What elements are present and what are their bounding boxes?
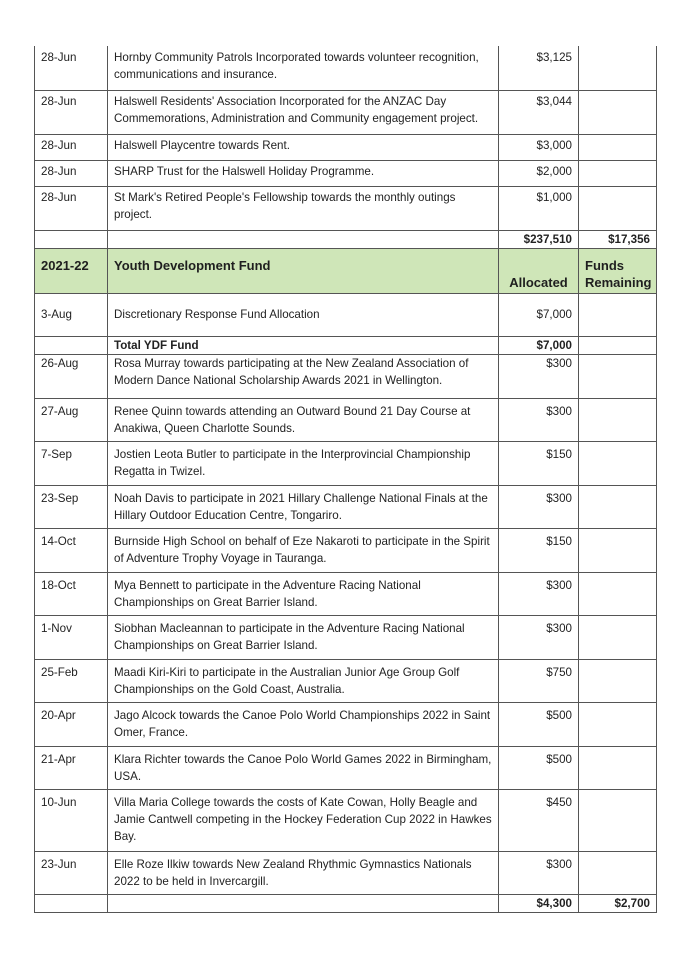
section-header-row	[35, 248, 657, 293]
date-cell: 20-Apr	[35, 702, 108, 746]
table-row	[35, 134, 657, 160]
description-cell: Mya Bennett to participate in the Adventure Racing National Championships on Great Barrier Island.	[108, 572, 499, 615]
allocated-cell: $500	[499, 746, 579, 789]
date-cell: 28-Jun	[35, 90, 108, 134]
allocated-cell: $150	[499, 528, 579, 572]
date-cell: 28-Jun	[35, 46, 108, 90]
remaining-cell	[579, 90, 657, 134]
description-cell: Renee Quinn towards attending an Outward Bound 21 Day Course at Anakiwa, Queen Charlotte Sounds.	[108, 398, 499, 441]
table-row	[35, 354, 657, 398]
total-remaining: $17,356	[579, 230, 657, 248]
table-row	[35, 702, 657, 746]
table-row	[35, 160, 657, 186]
table-row	[35, 186, 657, 230]
description-cell: Elle Roze Ilkiw towards New Zealand Rhythmic Gymnastics Nationals 2022 to be held in Invercargill.	[108, 851, 499, 894]
ydf-total-label: Total YDF Fund	[108, 336, 499, 354]
allocated-cell: $3,044	[499, 90, 579, 134]
description-cell: Hornby Community Patrols Incorporated towards volunteer recognition, communications and insurance.	[108, 46, 499, 90]
ydf-total-allocated: $7,000	[499, 336, 579, 354]
description-cell: Halswell Playcentre towards Rent.	[108, 134, 499, 160]
allocated-cell: $150	[499, 441, 579, 485]
remaining-cell	[579, 186, 657, 230]
allocated-cell: $750	[499, 659, 579, 702]
table-row	[35, 851, 657, 894]
allocated-cell: $7,000	[499, 293, 579, 336]
funding-table	[34, 46, 657, 913]
date-cell: 3-Aug	[35, 293, 108, 336]
allocated-cell: $2,000	[499, 160, 579, 186]
table-row	[35, 46, 657, 90]
table-row	[35, 528, 657, 572]
table-row	[35, 789, 657, 851]
date-cell: 7-Sep	[35, 441, 108, 485]
allocated-cell: $300	[499, 398, 579, 441]
total-remaining: $2,700	[579, 894, 657, 912]
description-cell: Klara Richter towards the Canoe Polo World Games 2022 in Birmingham, USA.	[108, 746, 499, 789]
date-cell: 23-Sep	[35, 485, 108, 528]
date-cell: 27-Aug	[35, 398, 108, 441]
allocated-cell: $300	[499, 851, 579, 894]
date-cell: 25-Feb	[35, 659, 108, 702]
ydf-total-row	[35, 336, 657, 354]
allocated-heading: Allocated	[499, 248, 579, 293]
description-cell: Burnside High School on behalf of Eze Nakaroti to participate in the Spirit of Adventure Trophy Voyage in Tauranga.	[108, 528, 499, 572]
total-allocated: $237,510	[499, 230, 579, 248]
date-cell: 28-Jun	[35, 134, 108, 160]
total-row	[35, 230, 657, 248]
description-cell: St Mark's Retired People's Fellowship towards the monthly outings project.	[108, 186, 499, 230]
allocated-cell: $300	[499, 615, 579, 659]
date-cell: 26-Aug	[35, 354, 108, 398]
total-row	[35, 894, 657, 912]
year-heading: 2021-22	[35, 248, 108, 293]
allocated-cell: $300	[499, 354, 579, 398]
table-row	[35, 485, 657, 528]
table-row	[35, 293, 657, 336]
allocated-cell: $1,000	[499, 186, 579, 230]
table-row	[35, 659, 657, 702]
date-cell: 23-Jun	[35, 851, 108, 894]
date-cell: 28-Jun	[35, 160, 108, 186]
date-cell: 21-Apr	[35, 746, 108, 789]
allocated-cell: $3,125	[499, 46, 579, 90]
allocated-cell: $300	[499, 485, 579, 528]
remaining-cell	[579, 134, 657, 160]
allocated-cell: $3,000	[499, 134, 579, 160]
description-cell: Siobhan Macleannan to participate in the Adventure Racing National Championships on Great Barrier Island.	[108, 615, 499, 659]
table-row	[35, 615, 657, 659]
date-cell: 28-Jun	[35, 186, 108, 230]
description-cell: Halswell Residents' Association Incorporated for the ANZAC Day Commemorations, Administration and Community engagement project.	[108, 90, 499, 134]
allocated-cell: $500	[499, 702, 579, 746]
description-cell: Jago Alcock towards the Canoe Polo World Championships 2022 in Saint Omer, France.	[108, 702, 499, 746]
remaining-cell	[579, 46, 657, 90]
date-cell: 14-Oct	[35, 528, 108, 572]
description-cell: SHARP Trust for the Halswell Holiday Programme.	[108, 160, 499, 186]
date-cell: 1-Nov	[35, 615, 108, 659]
table-row	[35, 90, 657, 134]
allocated-cell: $300	[499, 572, 579, 615]
allocated-cell: $450	[499, 789, 579, 851]
total-allocated: $4,300	[499, 894, 579, 912]
description-cell: Jostien Leota Butler to participate in the Interprovincial Championship Regatta in Twizel.	[108, 441, 499, 485]
table-row	[35, 441, 657, 485]
date-cell: 10-Jun	[35, 789, 108, 851]
description-cell: Maadi Kiri-Kiri to participate in the Australian Junior Age Group Golf Championships on the Gold Coast, Australia.	[108, 659, 499, 702]
table-row	[35, 746, 657, 789]
remaining-heading: Funds Remaining	[579, 248, 657, 293]
date-cell: 18-Oct	[35, 572, 108, 615]
remaining-cell	[579, 160, 657, 186]
description-cell: Villa Maria College towards the costs of Kate Cowan, Holly Beagle and Jamie Cantwell competing in the Hockey Federation Cup 2022 in Hawkes Bay.	[108, 789, 499, 851]
table-row	[35, 398, 657, 441]
table-row	[35, 572, 657, 615]
description-cell: Rosa Murray towards participating at the New Zealand Association of Modern Dance National Scholarship Awards 2021 in Wellington.	[108, 354, 499, 398]
fund-heading: Youth Development Fund	[108, 248, 499, 293]
description-cell: Discretionary Response Fund Allocation	[108, 293, 499, 336]
description-cell: Noah Davis to participate in 2021 Hillary Challenge National Finals at the Hillary Outdoor Education Centre, Tongariro.	[108, 485, 499, 528]
